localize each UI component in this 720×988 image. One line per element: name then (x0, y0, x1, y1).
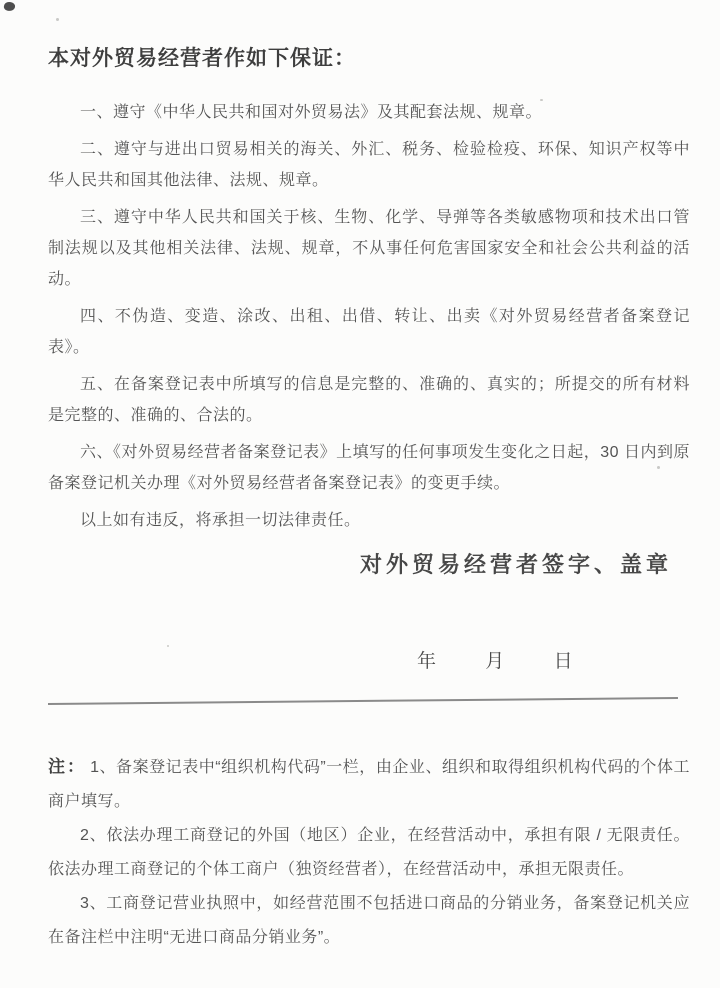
note-text-1: 1、备案登记表中“组织机构代码”一栏，由企业、组织和取得组织机构代码的个体工商户填写。 (48, 759, 690, 810)
signature-seal-label: 对外贸易经营者签字、盖章 (360, 552, 673, 577)
guarantee-item-1: 一、遵守《中华人民共和国对外贸易法》及其配套法规、规章。 (80, 104, 543, 121)
date-month-label: 月 (485, 651, 505, 672)
date-line (417, 647, 690, 676)
guarantee-item-5: 五、在备案登记表中所填写的信息是完整的、准确的、真实的；所提交的所有材料是完整的、准确的、合法的。 (48, 376, 690, 424)
section-divider (48, 697, 678, 705)
closing-statement: 以上如有违反，将承担一切法律责任。 (80, 512, 361, 529)
guarantee-item-6: 六、《对外贸易经营者备案登记表》上填写的任何事项发生变化之日起，30 日内到原备案登记机关办理《对外贸易经营者备案登记表》的变更手续。 (48, 444, 690, 492)
page-title: 本对外贸易经营者作如下保证： (48, 47, 356, 70)
scan-speck (657, 466, 660, 469)
note-item-1 (48, 750, 690, 819)
date-day-label: 日 (553, 651, 573, 672)
scan-speck (167, 645, 169, 647)
date-year-label: 年 (417, 651, 437, 672)
note-item-2: 2、依法办理工商登记的外国（地区）企业，在经营活动中，承担有限 / 无限责任。依法办理工商登记的个体工商户（独资经营者），在经营活动中，承担无限责任。 (48, 827, 690, 878)
guarantee-item-3: 三、遵守中华人民共和国关于核、生物、化学、导弹等各类敏感物项和技术出口管制法规以及其他相关法律、法规、规章，不从事任何危害国家安全和社会公共利益的活动。 (48, 209, 690, 288)
scan-speck (56, 18, 59, 21)
notes-section (48, 750, 690, 955)
note-item-3: 3、工商登记营业执照中，如经营范围不包括进口商品的分销业务，备案登记机关应在备注栏中注明“无进口商品分销业务”。 (48, 895, 690, 946)
scan-speck (540, 99, 543, 101)
guarantee-item-2: 二、遵守与进出口贸易相关的海关、外汇、税务、检验检疫、环保、知识产权等中华人民共和国其他法律、法规、规章。 (48, 141, 690, 189)
notes-label: 注： (48, 757, 87, 776)
scan-smudge-artifact (3, 1, 16, 12)
guarantee-item-4: 四、不伪造、变造、涂改、出租、出借、转让、出卖《对外贸易经营者备案登记表》。 (48, 308, 690, 356)
